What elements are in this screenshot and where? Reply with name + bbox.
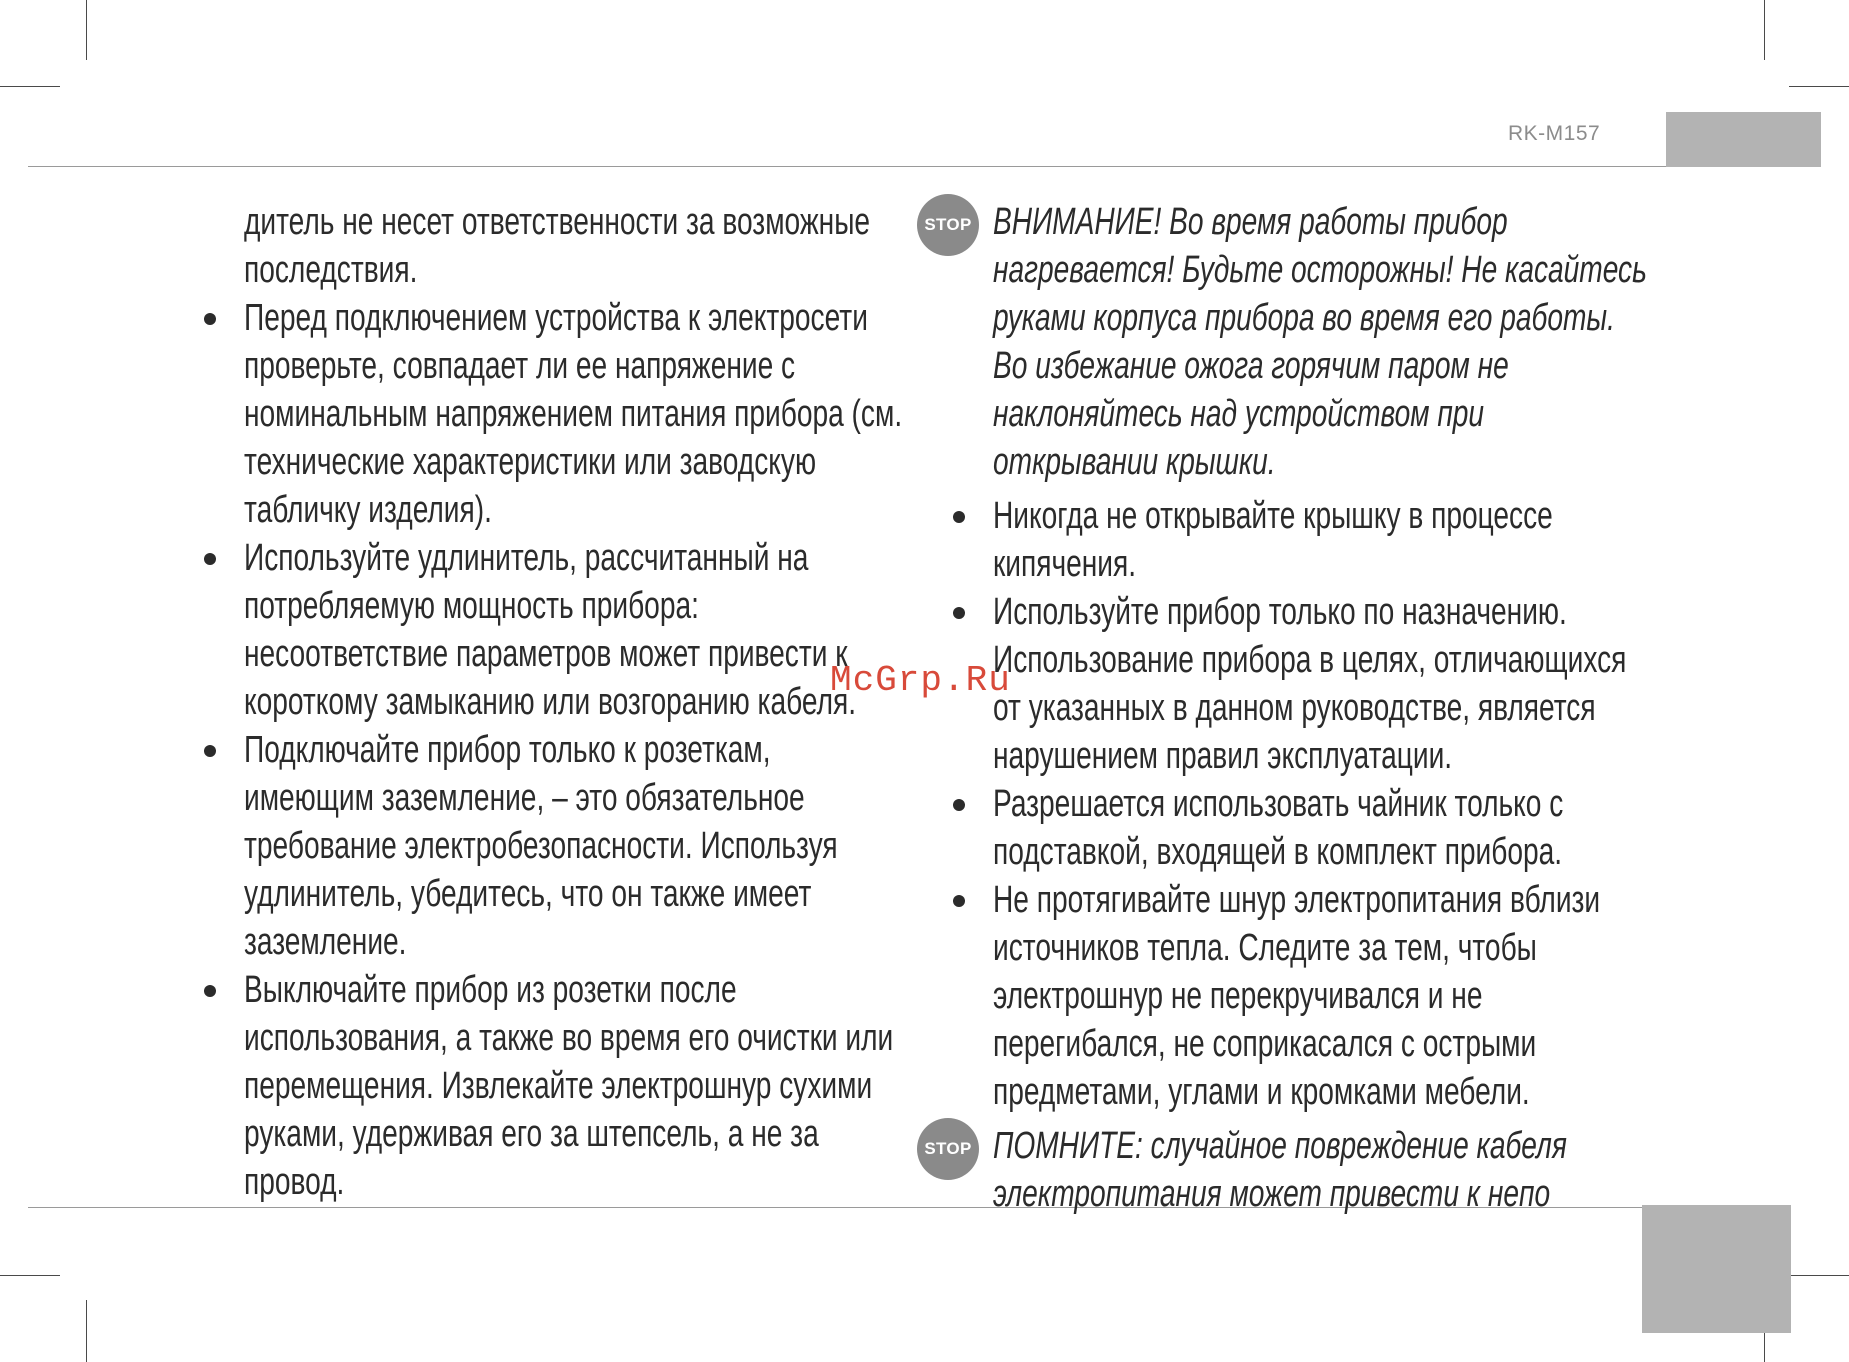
model-number: RK-M157 [1508, 122, 1601, 145]
list-item [244, 534, 904, 726]
warning-text: ВНИМАНИЕ! Во время работы прибор нагревается! Будьте осторожны! Не касайтесь руками корпуса прибора во время его работы. Во избежание ожога горячим паром не наклоняйтесь над устройством при открывании крышки. [993, 201, 1647, 483]
warning-block [924, 1122, 1653, 1218]
crop-mark [0, 1275, 60, 1276]
warning-text: ПОМНИТЕ: случайное повреждение кабеля электропитания может привести к непо [993, 1125, 1567, 1215]
crop-mark [1789, 1275, 1849, 1276]
crop-mark [86, 1300, 87, 1362]
list-item [993, 492, 1653, 588]
watermark: McGrp.Ru [830, 660, 1011, 701]
list-item [993, 588, 1653, 780]
header-rule [28, 166, 1668, 167]
bullet-icon [953, 799, 965, 811]
list-item [244, 966, 904, 1206]
list-item-text: Выключайте прибор из розетки после использования, а также во время его очистки или перемещения. Извлекайте электрошнур сухими руками, удерживая его за штепсель, а не за провод. [244, 969, 894, 1203]
crop-mark [86, 0, 87, 60]
list-item-text: Не протягивайте шнур электропитания вблизи источников тепла. Следите за тем, чтобы электрошнур не перекручивался и не перегибался, не соприкасался с острыми предметами, углами и кромками мебели. [993, 879, 1601, 1113]
header-tab [1666, 112, 1821, 167]
list-item-text: Подключайте прибор только к розеткам, имеющим заземление, – это обязательное требование электробезопасности. Используя удлинитель, убедитесь, что он также имеет заземление. [244, 729, 838, 963]
list-item-text: Разрешается использовать чайник только с подставкой, входящей в комплект прибора. [993, 783, 1564, 873]
bullet-icon [204, 745, 216, 757]
list-item-text: Используйте удлинитель, рассчитанный на потребляемую мощность прибора: несоответствие параметров может привести к короткому замыканию или возгоранию кабеля. [244, 537, 857, 723]
list-item [244, 726, 904, 966]
list-item-text: Используйте прибор только по назначению. Использование прибора в целях, отличающихся от указанных в данном руководстве, является нарушением правил эксплуатации. [993, 591, 1627, 777]
list-item-text: Никогда не открывайте крышку в процессе кипячения. [993, 495, 1553, 585]
bullet-icon [953, 607, 965, 619]
bullet-icon [204, 313, 216, 325]
paragraph-text: дитель не несет ответственности за возможные последствия. [244, 201, 871, 291]
stop-icon: STOP [917, 1118, 979, 1180]
bullet-icon [204, 553, 216, 565]
left-column [244, 198, 904, 1206]
list-item [993, 876, 1653, 1116]
list-item [244, 294, 904, 534]
crop-mark [0, 86, 60, 87]
paragraph-continued [244, 198, 904, 294]
list-item [993, 780, 1653, 876]
bullet-icon [953, 895, 965, 907]
warning-block [924, 198, 1653, 486]
bullet-icon [953, 511, 965, 523]
crop-mark [1789, 86, 1849, 87]
stop-icon: STOP [917, 194, 979, 256]
page-number-block [1642, 1205, 1791, 1333]
right-column [924, 198, 1653, 1218]
crop-mark [1764, 0, 1765, 60]
list-item-text: Перед подключением устройства к электросети проверьте, совпадает ли ее напряжение с номинальным напряжением питания прибора (см. технические характеристики или заводскую табличку изделия). [244, 297, 903, 531]
bullet-icon [204, 985, 216, 997]
